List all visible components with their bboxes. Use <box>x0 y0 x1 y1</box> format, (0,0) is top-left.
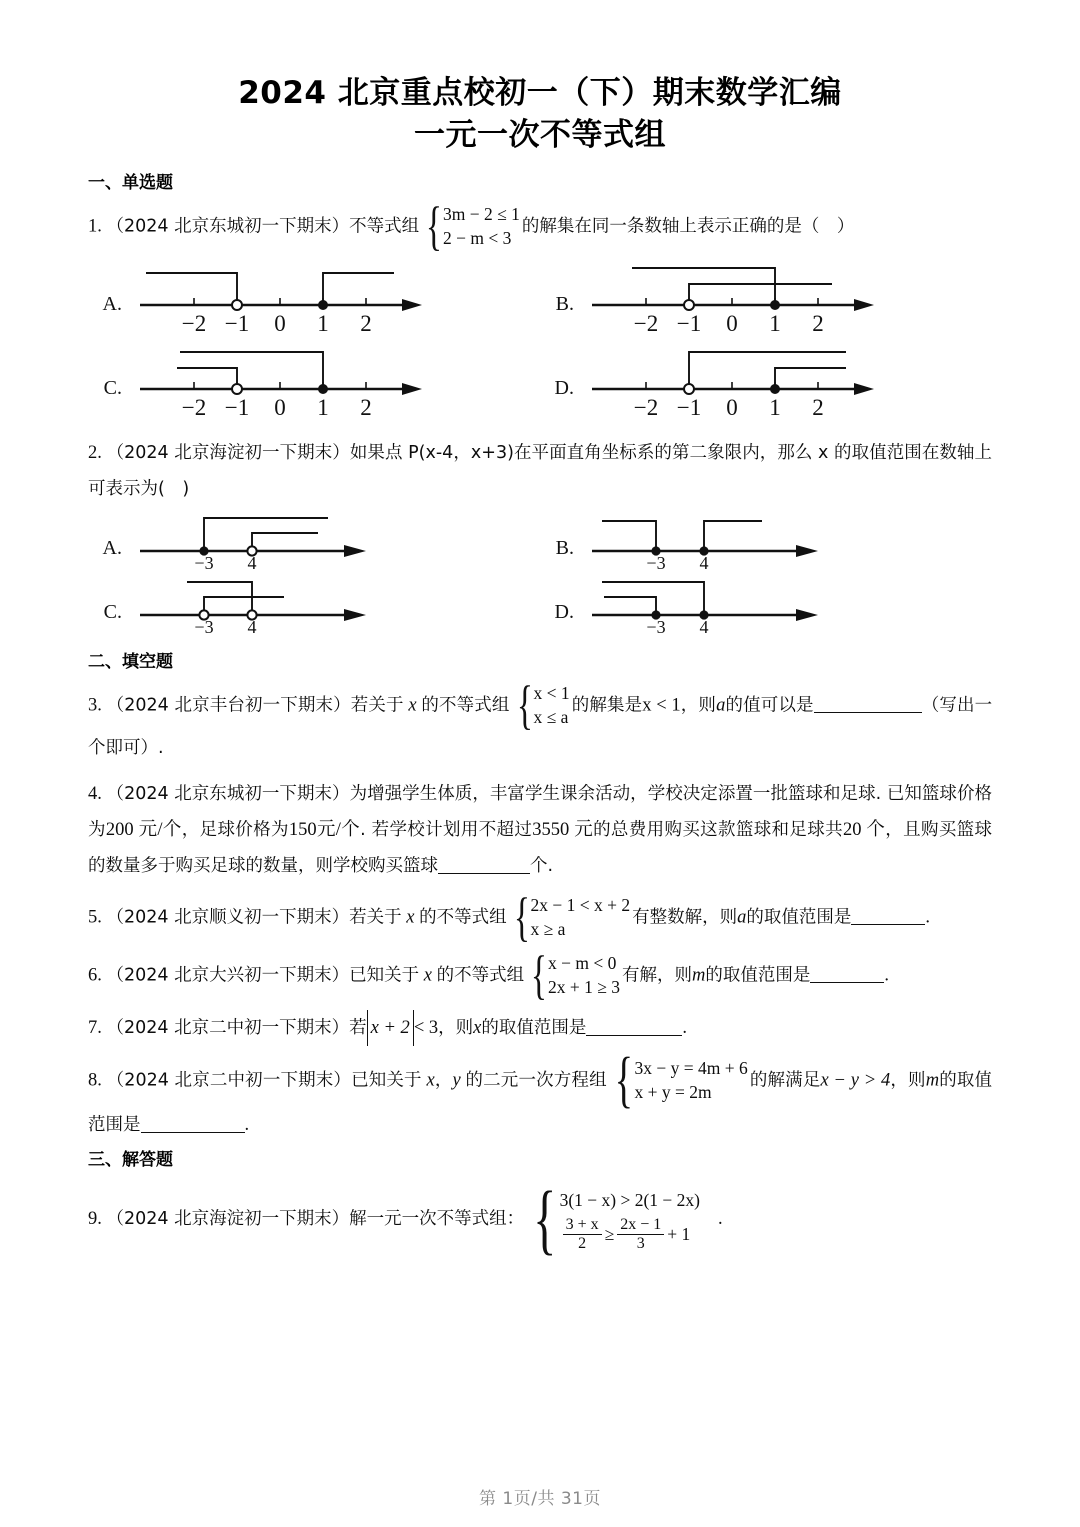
question-8-comma: ， <box>434 1070 453 1091</box>
tick-label: 2 <box>360 395 372 419</box>
question-8-system-line-2: x + y = 2m <box>634 1082 712 1103</box>
question-2-option-c-letter: C. <box>103 601 122 623</box>
fraction-left <box>563 1216 602 1253</box>
question-8-system-line-1: 3x − y = 4m + 6 <box>634 1058 748 1079</box>
tick-label: −2 <box>181 311 207 335</box>
question-4-text-3: . 若学校计划用不超过 <box>360 820 533 840</box>
page-title <box>88 0 992 156</box>
question-6-var-2: m <box>691 965 706 986</box>
question-1-options-row-1 <box>88 257 992 335</box>
question-6-tail: 的取值范围是 <box>705 965 811 986</box>
question-3-source: （2024 北京丰台初一下期末） <box>106 695 351 716</box>
tick-label: −1 <box>224 395 250 419</box>
question-2-number: 2. <box>88 443 102 463</box>
question-3-answer-blank[interactable] <box>814 712 922 713</box>
tick-label: −3 <box>646 617 666 635</box>
question-2-option-b <box>540 509 992 571</box>
question-9-system-line-1: 3(1 − x) > 2(1 − 2x) <box>559 1189 700 1210</box>
question-8-condition: x − y > 4 <box>820 1070 891 1091</box>
question-7-mid: ，则 <box>438 1018 474 1038</box>
question-4-basketball-price: 200 元/个 <box>105 820 182 840</box>
brace-glyph: { <box>513 886 530 947</box>
question-2-text: 如果点 P(x-4，x+3)在平面直角坐标系的第二象限内，那么 x 的取值范围在数轴上可表示为( ) <box>88 443 992 499</box>
tick-label: 1 <box>769 311 781 335</box>
question-1-source: （2024 北京东城初一下期末） <box>106 216 350 237</box>
question-5 <box>88 886 992 947</box>
question-2-option-d-letter: D. <box>554 601 574 623</box>
question-5-tail: 的取值范围是 <box>746 907 852 928</box>
question-2-option-c <box>88 573 540 635</box>
question-5-var-2: a <box>737 907 747 928</box>
tick-label: 4 <box>247 617 257 635</box>
question-1-option-b-letter: B. <box>555 293 574 315</box>
question-2-option-a-letter: A. <box>102 537 122 559</box>
question-8-number: 8. <box>88 1070 102 1091</box>
question-7-var-1: x <box>473 1018 482 1038</box>
question-2-options-row-2 <box>88 573 992 635</box>
question-2-source: （2024 北京海淀初一下期末） <box>106 443 350 463</box>
tick-label: 1 <box>317 395 329 419</box>
question-1-option-a-letter: A. <box>102 293 122 315</box>
tick-label: −3 <box>646 553 666 571</box>
question-1-number: 1. <box>88 216 102 237</box>
question-1-options-row-2 <box>88 341 992 419</box>
question-6-system-line-2: 2x + 1 ≥ 3 <box>548 977 620 997</box>
question-8-var-1: x <box>426 1070 435 1091</box>
numberline-1a <box>132 257 432 335</box>
brace-glyph: { <box>516 674 533 735</box>
question-6-number: 6. <box>88 965 102 986</box>
question-8-lead-2: 的二元一次方程组 <box>465 1070 607 1091</box>
tick-label: 4 <box>699 553 709 571</box>
question-1-system <box>421 195 520 256</box>
plus-one-term: + 1 <box>667 1223 691 1244</box>
brace-glyph: { <box>614 1046 633 1114</box>
tick-label: −1 <box>676 395 702 419</box>
question-1-option-c-letter: C. <box>103 377 122 399</box>
question-6 <box>88 944 992 1005</box>
question-5-mid: 有整数解，则 <box>632 907 738 928</box>
question-7-answer-blank[interactable] <box>586 1035 682 1036</box>
numberline-2b <box>584 509 844 571</box>
question-5-lead: 若关于 <box>349 907 402 928</box>
numberline-1c <box>132 341 432 419</box>
question-3-lead-2: 的不等式组 <box>421 695 510 716</box>
question-4-budget: 3550 元 <box>532 820 594 840</box>
question-4-text-2: ，足球价格为 <box>181 820 289 840</box>
relation-symbol: ≥ <box>604 1223 615 1244</box>
question-9-number: 9. <box>88 1208 102 1229</box>
section-header-fill-blank: 二、填空题 <box>88 652 173 672</box>
numberline-2c <box>132 573 392 635</box>
tick-label: 0 <box>726 395 738 419</box>
question-1-option-d-letter: D. <box>554 377 574 399</box>
question-9-system-line-2 <box>560 1217 700 1254</box>
tick-label: 1 <box>317 311 329 335</box>
fraction-right-numerator: 2x − 1 <box>617 1216 664 1235</box>
question-8-lead: 已知关于 <box>351 1070 422 1091</box>
numberline-2a <box>132 509 392 571</box>
page-footer: 第 1页/共 31页 <box>479 1489 601 1509</box>
question-3-lead: 若关于 <box>350 695 404 716</box>
question-4-number: 4. <box>88 784 102 804</box>
question-8-var-3: m <box>925 1070 940 1091</box>
question-4-football-price: 150元/个 <box>288 820 361 840</box>
question-5-end: . <box>925 907 930 928</box>
numberline-1d <box>584 341 884 419</box>
question-7-abs-expression: x + 2 <box>367 1010 414 1046</box>
question-9-lead: 解一元一次不等式组： <box>349 1208 525 1229</box>
tick-label: 0 <box>726 311 738 335</box>
question-2-option-b-letter: B. <box>555 537 574 559</box>
question-9-end: . <box>717 1208 723 1229</box>
question-7-tail: 的取值范围是 <box>481 1018 587 1038</box>
tick-label: 2 <box>812 311 824 335</box>
question-1-option-a <box>88 257 540 335</box>
question-3-number: 3. <box>88 695 102 716</box>
question-6-system <box>526 944 620 1005</box>
question-1-option-c <box>88 341 540 419</box>
question-5-system <box>509 886 631 947</box>
question-8 <box>88 1046 993 1143</box>
fraction-left-denominator: 2 <box>578 1235 587 1253</box>
tick-label: −3 <box>194 553 214 571</box>
question-6-lead-2: 的不等式组 <box>436 965 525 986</box>
question-4-answer-blank[interactable] <box>438 873 530 874</box>
tick-label: −2 <box>633 395 659 419</box>
question-8-mid-2: ，则 <box>890 1070 926 1091</box>
question-4-text-5: ，且购买篮球的数量多于购买足球的数量，则学校购买篮球 <box>88 820 993 876</box>
question-7-lead: 若 <box>349 1018 367 1038</box>
question-9 <box>88 1174 992 1262</box>
fraction-right-denominator: 3 <box>636 1235 645 1253</box>
question-1-option-d <box>540 341 992 419</box>
question-5-source: （2024 北京顺义初一下期末） <box>106 907 350 928</box>
brace-glyph: { <box>531 944 548 1005</box>
question-7-comparison: < 3 <box>413 1018 439 1038</box>
question-5-number: 5. <box>88 907 102 928</box>
title-line-2: 一元一次不等式组 <box>414 117 666 153</box>
question-8-end: . <box>244 1114 250 1135</box>
question-4 <box>88 776 992 884</box>
question-5-lead-2: 的不等式组 <box>419 907 507 928</box>
question-1-system-line-1: 3m − 2 ≤ 1 <box>443 204 520 224</box>
question-2 <box>88 435 992 507</box>
question-1-system-line-2: 2 − m < 3 <box>443 228 512 248</box>
section-header-solve: 三、解答题 <box>88 1149 173 1170</box>
tick-label: −2 <box>633 311 659 335</box>
question-3-system <box>512 674 570 735</box>
tick-label: 2 <box>360 311 372 335</box>
question-6-mid: 有解，则 <box>621 965 692 986</box>
question-3-var-1: x <box>408 695 417 716</box>
question-9-system <box>526 1174 700 1262</box>
brace-glyph: { <box>426 195 443 256</box>
question-5-system-line-2: x ≥ a <box>530 919 566 939</box>
question-9-source: （2024 北京海淀初一下期末） <box>106 1208 350 1229</box>
question-3-system-line-1: x < 1 <box>533 683 570 703</box>
question-5-answer-blank[interactable] <box>851 924 925 925</box>
question-3-solution: x < 1 <box>642 695 681 716</box>
section-header-single-choice: 一、单选题 <box>88 173 173 193</box>
question-6-end: . <box>884 965 889 986</box>
question-7 <box>88 1010 992 1046</box>
tick-label: 0 <box>274 311 286 335</box>
question-8-system <box>609 1046 748 1114</box>
question-7-source: （2024 北京二中初一下期末） <box>106 1018 350 1038</box>
question-1 <box>88 195 992 256</box>
question-2-option-a <box>88 509 540 571</box>
question-3 <box>88 674 993 766</box>
numberline-2d <box>584 573 844 635</box>
tick-label: 4 <box>699 617 709 635</box>
question-4-text-1: 为增强学生体质，丰富学生课余活动，学校决定添置一批篮球和足球. 已知篮球价格为 <box>88 784 992 840</box>
question-8-source: （2024 北京二中初一下期末） <box>106 1070 352 1091</box>
question-2-options-row-1 <box>88 509 992 571</box>
tick-label: 2 <box>812 395 824 419</box>
question-8-answer-blank[interactable] <box>141 1132 245 1133</box>
question-3-mid-3: 的值可以是 <box>725 695 814 716</box>
tick-label: 4 <box>247 553 257 571</box>
question-6-system-line-1: x − m < 0 <box>548 953 617 973</box>
question-4-total-count: 20 个 <box>842 820 886 840</box>
question-3-var-2: a <box>716 695 726 716</box>
brace-glyph: { <box>533 1174 557 1262</box>
question-3-mid-2: ，则 <box>680 695 717 716</box>
question-3-system-line-2: x ≤ a <box>533 707 569 727</box>
question-1-lead: 不等式组 <box>349 216 420 237</box>
question-7-number: 7. <box>88 1018 102 1038</box>
question-2-option-d <box>540 573 992 635</box>
tick-label: −2 <box>181 395 207 419</box>
question-6-source: （2024 北京大兴初一下期末） <box>106 965 350 986</box>
question-4-text-4: 的总费用购买这款篮球和足球共 <box>593 820 843 840</box>
tick-label: 0 <box>274 395 286 419</box>
question-6-var-1: x <box>423 965 432 986</box>
question-8-var-2: y <box>452 1070 461 1091</box>
question-5-system-line-1: 2x − 1 < x + 2 <box>530 895 631 915</box>
tick-label: −1 <box>676 311 702 335</box>
question-4-source: （2024 北京东城初一下期末） <box>106 784 350 804</box>
question-3-tail: （写出一个即可）. <box>88 695 993 758</box>
numberline-1b <box>584 257 884 335</box>
question-5-var-1: x <box>406 907 415 928</box>
question-7-end: . <box>682 1018 687 1038</box>
question-1-option-b <box>540 257 992 335</box>
question-6-answer-blank[interactable] <box>810 982 884 983</box>
question-3-mid: 的解集是 <box>571 695 643 716</box>
tick-label: −3 <box>194 617 214 635</box>
question-1-tail: 的解集在同一条数轴上表示正确的是（ ） <box>521 216 855 237</box>
question-8-tail: 的 <box>939 1070 957 1091</box>
question-4-text-6: 个. <box>530 856 554 876</box>
title-line-1: 2024 北京重点校初一（下）期末数学汇编 <box>238 75 842 111</box>
tick-label: 1 <box>769 395 781 419</box>
question-8-tail-2: 取值范围是 <box>88 1070 993 1135</box>
fraction-right <box>617 1216 664 1253</box>
fraction-left-numerator: 3 + x <box>563 1216 602 1235</box>
question-6-lead: 已知关于 <box>349 965 420 986</box>
question-8-mid: 的解满足 <box>749 1070 821 1091</box>
tick-label: −1 <box>224 311 250 335</box>
